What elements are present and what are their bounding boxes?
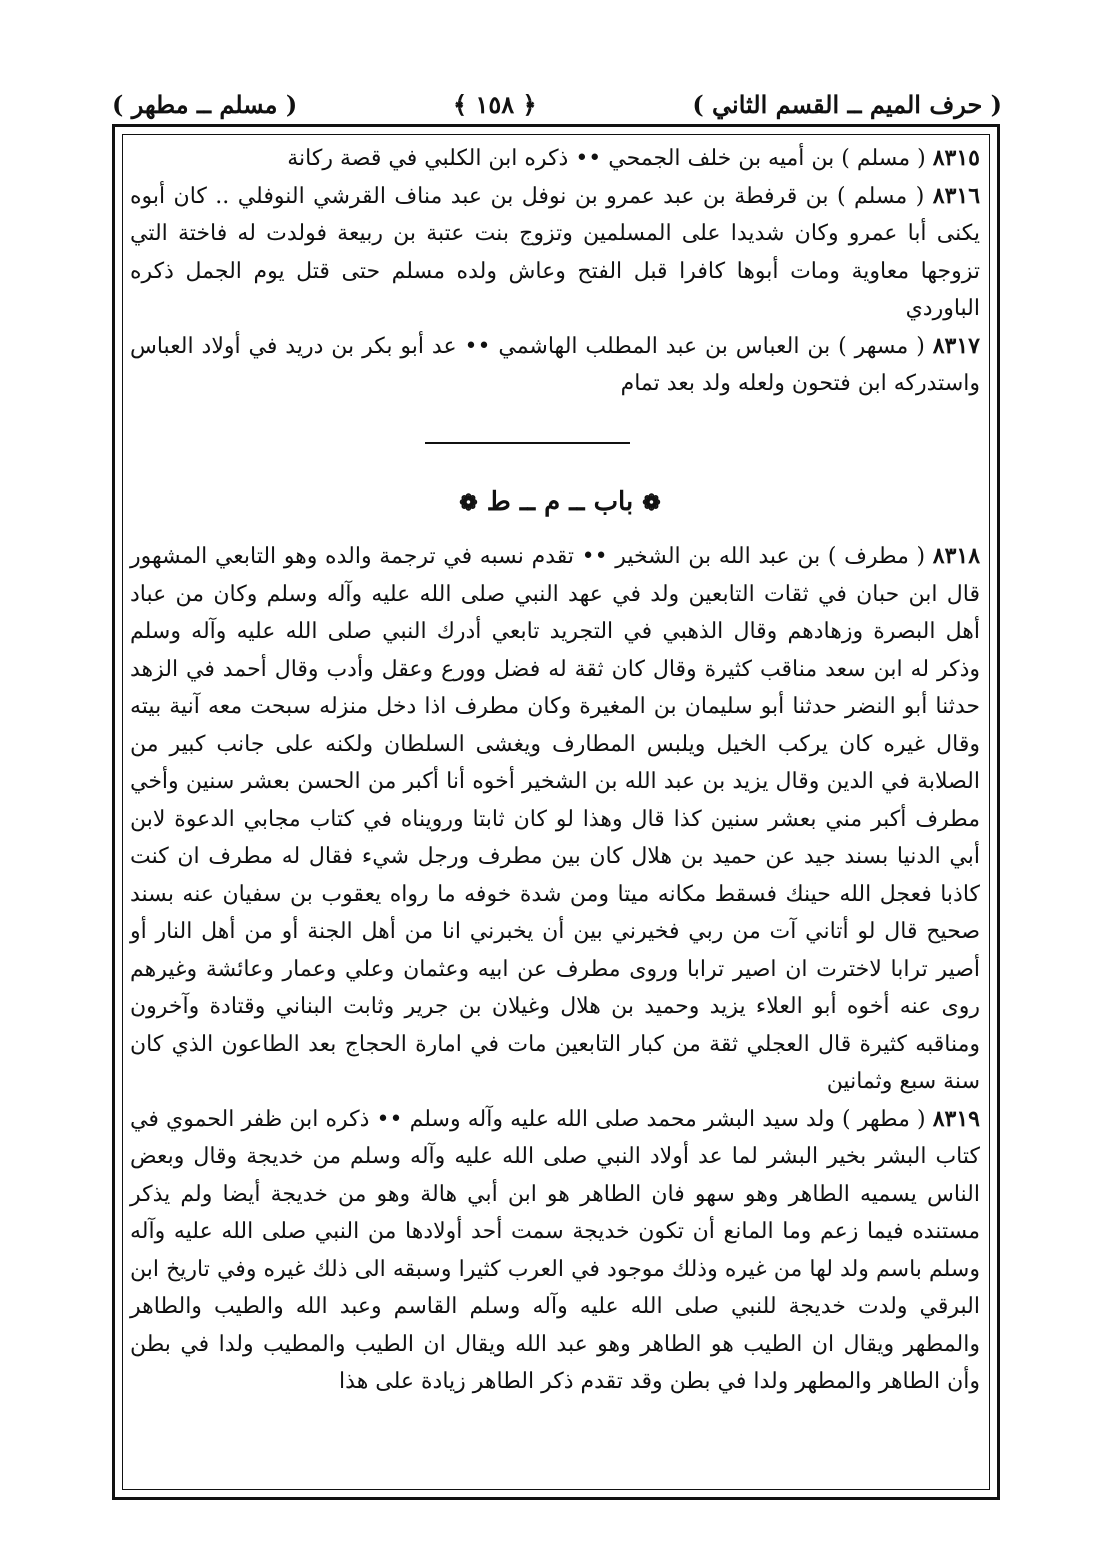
chapter-heading-text: باب ــ م ــ ط — [486, 487, 634, 517]
running-header — [112, 84, 1002, 124]
entry-text: ( مسهر ) بن العباس بن عبد المطلب الهاشمي •• عد أبو بكر بن دريد في أولاد العباس واستدركه ابن فتحون ولعله ولد بعد تمام — [130, 333, 980, 396]
header-left-title: ( مسلم ــ مطهر ) — [112, 89, 298, 119]
entry-8318 — [130, 538, 980, 1101]
entry-8316 — [130, 178, 980, 328]
section-divider — [425, 440, 630, 446]
entry-text: ( مطهر ) ولد سيد البشر محمد صلى الله عليه وآله وسلم •• ذكره ابن ظفر الحموي في كتاب البشر بخير البشر لما عد أولاد النبي صلى الله عليه وآله وسلم من خديجة وقال وبعض الناس يسميه الطاهر وهو سهو فان الطاهر هو ابن أبي هالة وهو من خديجة أيضا ولم يذكر مستنده فيما زعم وما المانع أن تكون خديجة سمت أحد أولادها من النبي صلى الله عليه وآله وسلم باسم ولد لها من غيره وذلك موجود في العرب كثيرا وسبقه الى ذلك غيره وفي تاريخ ابن البرقي ولدت خديجة للنبي صلى الله عليه وآله وسلم القاسم وعبد الله والطيب والطاهر والمطهر ويقال ان الطيب هو الطاهر وهو عبد الله ويقال ان الطيب والمطيب ولدا في بطن وأن الطاهر والمطهر ولدا في بطن وقد تقدم ذكر الطاهر زيادة على هذا — [130, 1106, 980, 1394]
header-right-title: ( حرف الميم ــ القسم الثاني ) — [692, 89, 1002, 119]
entries-bottom — [130, 538, 980, 1401]
chapter-heading — [360, 480, 760, 524]
entry-number: ٨٣١٨ — [932, 543, 981, 569]
entry-8315 — [130, 140, 980, 178]
entries-top — [130, 140, 980, 403]
entry-number: ٨٣١٥ — [932, 145, 980, 171]
entry-number: ٨٣١٧ — [932, 332, 980, 359]
entry-text: ( مسلم ) بن أميه بن خلف الجمحي •• ذكره ابن الكلبي في قصة ركانة — [287, 146, 926, 171]
page-number: ﴿ ١٥٨ ﴾ — [453, 89, 537, 119]
entry-text: ( مطرف ) بن عبد الله بن الشخير •• تقدم نسبه في ترجمة والده وهو التابعي المشهور قال ابن حبان في ثقات التابعين ولد في عهد النبي صلى الله عليه وآله وسلم وكان من عباد أهل البصرة وزهادهم وقال الذهبي في التجريد تابعي أدرك النبي صلى الله عليه وآله وسلم وذكر له ابن سعد مناقب كثيرة وقال كان ثقة له فضل وورع وعقل وأدب وقال أحمد في الزهد حدثنا أبو النضر حدثنا أبو سليمان بن المغيرة وكان مطرف اذا دخل منزله سبحت معه آنية بيته وقال غيره كان يركب الخيل ويلبس المطارف ويغشى السلطان ولكنه على جانب كبير من الصلابة في الدين وقال يزيد بن عبد الله بن الشخير أخوه أنا أكبر من الحسن بعشر سنين وأخي مطرف أكبر مني بعشر سنين كذا قال وهذا لو كان ثابتا ورويناه في كتاب مجابي الدعوة لابن أبي الدنيا بسند جيد عن حميد بن هلال كان بين مطرف ورجل شيء فقال له مطرف ان كنت كاذبا فعجل الله حينك فسقط مكانه ميتا ومن شدة خوفه ما رواه يعقوب بن سفيان عنه بسند صحيح قال لو أتاني آت من ربي فخيرني بين أن يخبرني انا من أهل الجنة أو من أهل النار أو أصير ترابا لاخترت ان اصير ترابا وروى مطرف عن ابيه وعثمان وعلي وعمار وعائشة وغيرهم روى عنه أخوه أبو العلاء يزيد وحميد بن هلال وغيلان بن جرير وثابت البناني وقتادة وآخرون ومناقبه كثيرة قال العجلي ثقة من كبار التابعين مات في امارة الحجاج بعد الطاعون الذي كان سنة سبع وثمانين — [130, 544, 980, 1094]
ornament-icon: ❁ — [642, 490, 661, 516]
entry-number: ٨٣١٩ — [932, 1105, 980, 1132]
entry-8317 — [130, 328, 980, 403]
entry-text: ( مسلم ) بن قرفطة بن عبد عمرو بن نوفل بن عبد مناف القرشي النوفلي .. كان أبوه يكنى أبا عمرو وكان شديدا على المسلمين وتزوج بنت عتبة بن ربيعة فولدت له فاختة التي تزوجها معاوية ومات أبوها كافرا قبل الفتح وعاش ولده مسلم حتى قتل يوم الجمل ذكره الباوردي — [130, 183, 980, 321]
entry-number: ٨٣١٦ — [932, 182, 981, 209]
entry-8319 — [130, 1101, 980, 1401]
ornament-icon: ❁ — [459, 490, 478, 516]
